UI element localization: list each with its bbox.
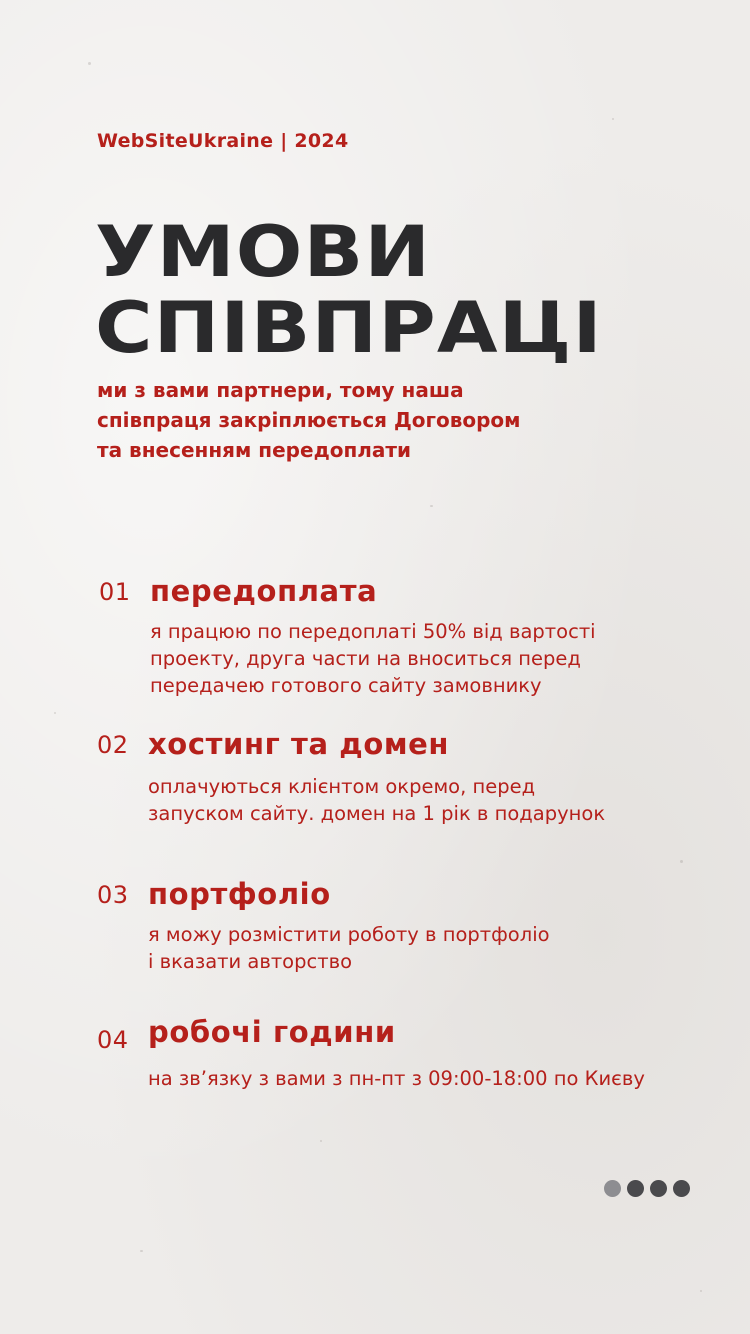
item-title-working-hours: робочі години xyxy=(148,1015,396,1049)
texture-speck xyxy=(140,1250,143,1252)
pager-dot-1[interactable] xyxy=(604,1180,621,1197)
item-number: 03 xyxy=(97,881,129,909)
texture-speck xyxy=(88,62,91,65)
texture-speck xyxy=(430,505,433,507)
description-line: оплачуються клієнтом окремо, перед xyxy=(148,775,536,798)
slide-pager xyxy=(604,1180,690,1197)
texture-speck xyxy=(320,1140,322,1142)
pager-dot-2[interactable] xyxy=(627,1180,644,1197)
item-number: 04 xyxy=(97,1026,129,1054)
item-number: 02 xyxy=(97,731,129,759)
description-line: запуском сайту. домен на 1 рік в подарунок xyxy=(148,802,606,825)
description-line: на зв’язку з вами з пн-пт з 09:00-18:00 по Києву xyxy=(148,1067,645,1090)
subtitle-line: ми з вами партнери, тому наша xyxy=(97,378,464,402)
item-title-portfolio: портфоліо xyxy=(148,877,331,911)
pager-dot-3[interactable] xyxy=(650,1180,667,1197)
brand-label: WebSiteUkraine | 2024 xyxy=(97,130,349,152)
texture-speck xyxy=(54,712,56,714)
subtitle-line: та внесенням передоплати xyxy=(97,438,412,462)
item-description-hosting xyxy=(148,773,605,827)
description-line: і вказати авторство xyxy=(148,950,352,973)
pager-dot-4[interactable] xyxy=(673,1180,690,1197)
page-title-line: УМОВИ xyxy=(95,211,432,293)
item-description-portfolio xyxy=(148,921,550,975)
item-number: 01 xyxy=(99,578,131,606)
page-subtitle xyxy=(97,375,617,465)
texture-speck xyxy=(680,860,683,863)
item-title-prepayment: передоплата xyxy=(150,574,378,608)
subtitle-line: співпраця закріплюється Договором xyxy=(97,408,521,432)
item-description-prepayment xyxy=(150,618,596,699)
description-line: передачею готового сайту замовнику xyxy=(150,674,542,697)
page-title xyxy=(95,211,603,369)
page-title-line: СПІВПРАЦІ xyxy=(95,287,603,369)
texture-speck xyxy=(700,1290,702,1292)
description-line: я можу розмістити роботу в портфоліо xyxy=(148,923,550,946)
item-title-hosting: хостинг та домен xyxy=(148,727,450,761)
texture-speck xyxy=(612,118,614,120)
description-line: проекту, друга части на вноситься перед xyxy=(150,647,581,670)
description-line: я працюю по передоплаті 50% від вартості xyxy=(150,620,596,643)
item-description-working-hours xyxy=(148,1065,645,1092)
